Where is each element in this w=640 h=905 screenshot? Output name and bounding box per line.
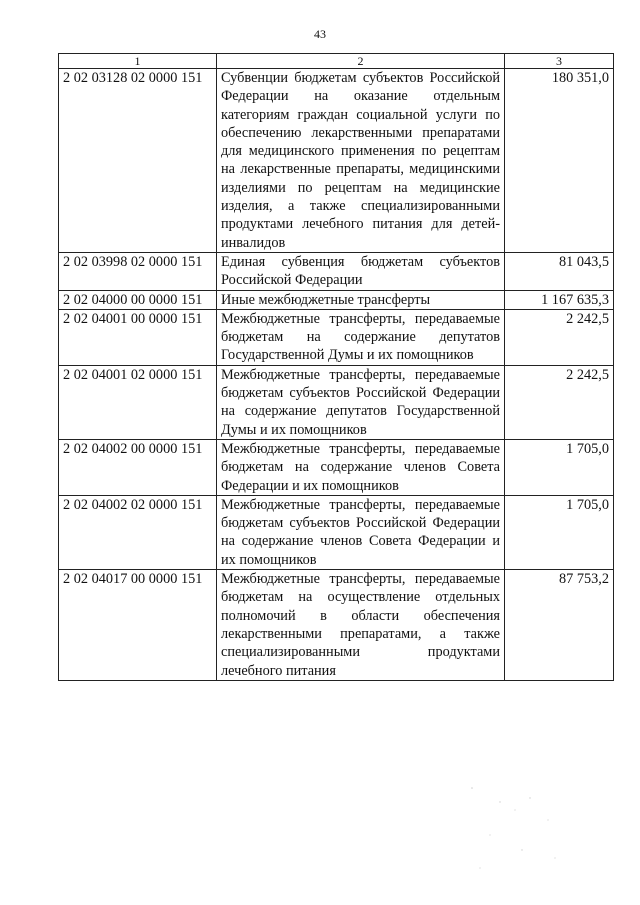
row-amount: 1 167 635,3 [505, 290, 614, 309]
row-amount: 2 242,5 [505, 365, 614, 439]
row-description: Субвенции бюджетам субъектов Российской Федерации на оказание отдельным категориям граждан социальной услуги по обеспечению лекарственными препаратами для медицинского применения по рецептам на лекарственные препараты, медицинскими изделиями по рецептам на медицинские изделия, а также специализированными продуктами лечебного питания для детей-инвалидов [217, 69, 505, 253]
table-row [59, 365, 614, 439]
column-header-amount: 3 [505, 54, 614, 69]
scan-noise-marks [460, 780, 580, 880]
table-row [59, 290, 614, 309]
row-amount: 2 242,5 [505, 309, 614, 365]
row-description: Межбюджетные трансферты, передаваемые бюджетам субъектов Российской Федерации на содержание депутатов Государственной Думы и их помощников [217, 365, 505, 439]
row-code: 2 02 04002 02 0000 151 [59, 495, 217, 569]
row-code: 2 02 03128 02 0000 151 [59, 69, 217, 253]
row-description: Межбюджетные трансферты, передаваемые бюджетам на содержание членов Совета Федерации и их помощников [217, 439, 505, 495]
row-description: Иные межбюджетные трансферты [217, 290, 505, 309]
row-amount: 1 705,0 [505, 439, 614, 495]
row-description: Единая субвенция бюджетам субъектов Российской Федерации [217, 252, 505, 290]
row-code: 2 02 04002 00 0000 151 [59, 439, 217, 495]
row-code: 2 02 04001 02 0000 151 [59, 365, 217, 439]
column-header-description: 2 [217, 54, 505, 69]
row-code: 2 02 04000 00 0000 151 [59, 290, 217, 309]
row-code: 2 02 03998 02 0000 151 [59, 252, 217, 290]
row-code: 2 02 04017 00 0000 151 [59, 570, 217, 681]
table-row [59, 69, 614, 253]
table-row [59, 252, 614, 290]
table-row [59, 309, 614, 365]
column-header-code: 1 [59, 54, 217, 69]
row-amount: 180 351,0 [505, 69, 614, 253]
table-row [59, 495, 614, 569]
row-description: Межбюджетные трансферты, передаваемые бюджетам на осуществление отдельных полномочий в области обеспечения лекарственными препаратами, а также специализированными продуктами лечебного питания [217, 570, 505, 681]
table-row [59, 570, 614, 681]
row-description: Межбюджетные трансферты, передаваемые бюджетам на содержание депутатов Государственной Думы и их помощников [217, 309, 505, 365]
table-row [59, 439, 614, 495]
row-amount: 1 705,0 [505, 495, 614, 569]
budget-table [58, 53, 614, 681]
table-header-row [59, 54, 614, 69]
row-amount: 81 043,5 [505, 252, 614, 290]
row-description: Межбюджетные трансферты, передаваемые бюджетам субъектов Российской Федерации на содержание членов Совета Федерации и их помощников [217, 495, 505, 569]
row-amount: 87 753,2 [505, 570, 614, 681]
page-number: 43 [314, 27, 326, 41]
row-code: 2 02 04001 00 0000 151 [59, 309, 217, 365]
